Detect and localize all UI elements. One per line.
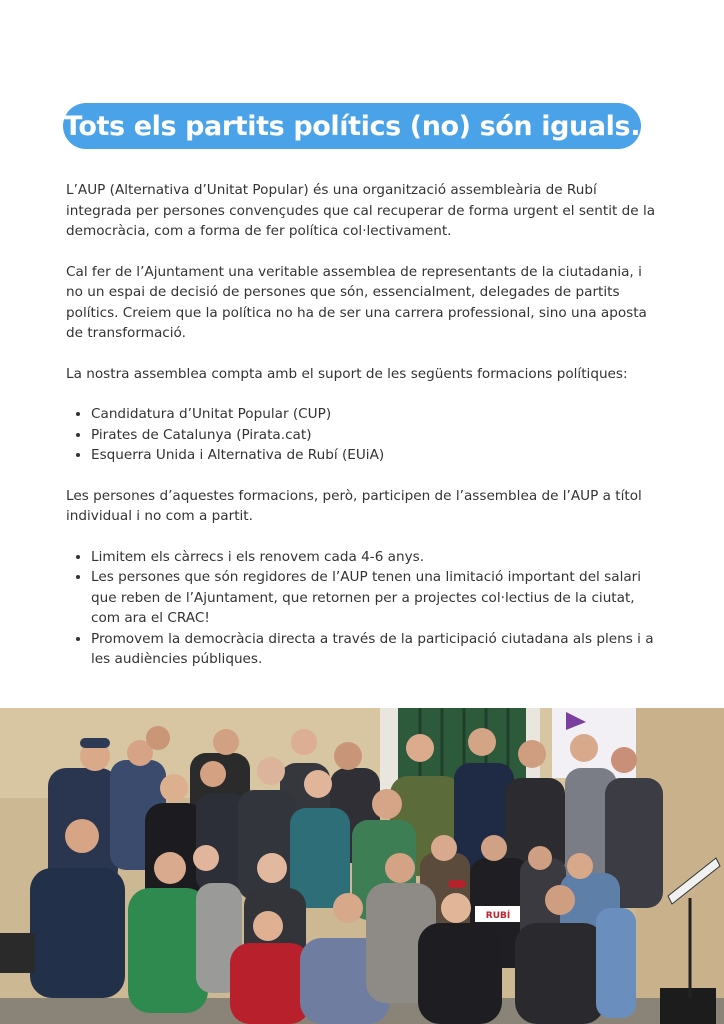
page-title: Tots els partits polítics (no) són iguals. bbox=[63, 110, 641, 142]
assembly-paragraph: Cal fer de l’Ajuntament una veritable assemblea de representants de la ciutadania, i no un espai de decisió de persones que són, essencialment, delegades de partits polítics. Creiem que la política no ha de ser una carrera professional, sino una aposta de transformació. bbox=[66, 263, 647, 341]
list-item: • Les persones que són regidores de l’AUP tenen una limitació important del salari que reben de l’Ajuntament, que retornen per a projectes col·lectius de la ciutat, com ara el CRAC! bbox=[91, 567, 656, 629]
individual-paragraph: Les persones d’aquestes formacions, però, participen de l’assemblea de l’AUP a títol individual i no com a partit. bbox=[66, 487, 642, 524]
shirt-print: RUBÍ bbox=[485, 911, 511, 921]
parties-list bbox=[66, 404, 656, 466]
commitments-list bbox=[66, 547, 656, 670]
list-item: • Pirates de Catalunya (Pirata.cat) bbox=[91, 425, 656, 446]
intro-paragraph: L’AUP (Alternativa d’Unitat Popular) és una organització assembleària de Rubí integrada per persones convençudes que cal recuperar de forma urgent el sentit de la democràcia, com a forma de fer política col·lectivament. bbox=[66, 182, 656, 239]
group-photo-illustration bbox=[0, 708, 724, 1024]
list-item: • Limitem els càrrecs i els renovem cada 4-6 anys. bbox=[91, 547, 656, 568]
support-intro-paragraph: La nostra assemblea compta amb el suport de les següents formacions polítiques: bbox=[66, 365, 628, 382]
title-banner bbox=[63, 103, 641, 149]
group-photo bbox=[0, 708, 724, 1024]
body-content bbox=[66, 180, 656, 690]
list-item: • Esquerra Unida i Alternativa de Rubí (EUiA) bbox=[91, 445, 656, 466]
list-item: • Promovem la democràcia directa a través de la participació ciutadana als plens i a les audiències públiques. bbox=[91, 629, 656, 670]
list-item: • Candidatura d’Unitat Popular (CUP) bbox=[91, 404, 656, 425]
